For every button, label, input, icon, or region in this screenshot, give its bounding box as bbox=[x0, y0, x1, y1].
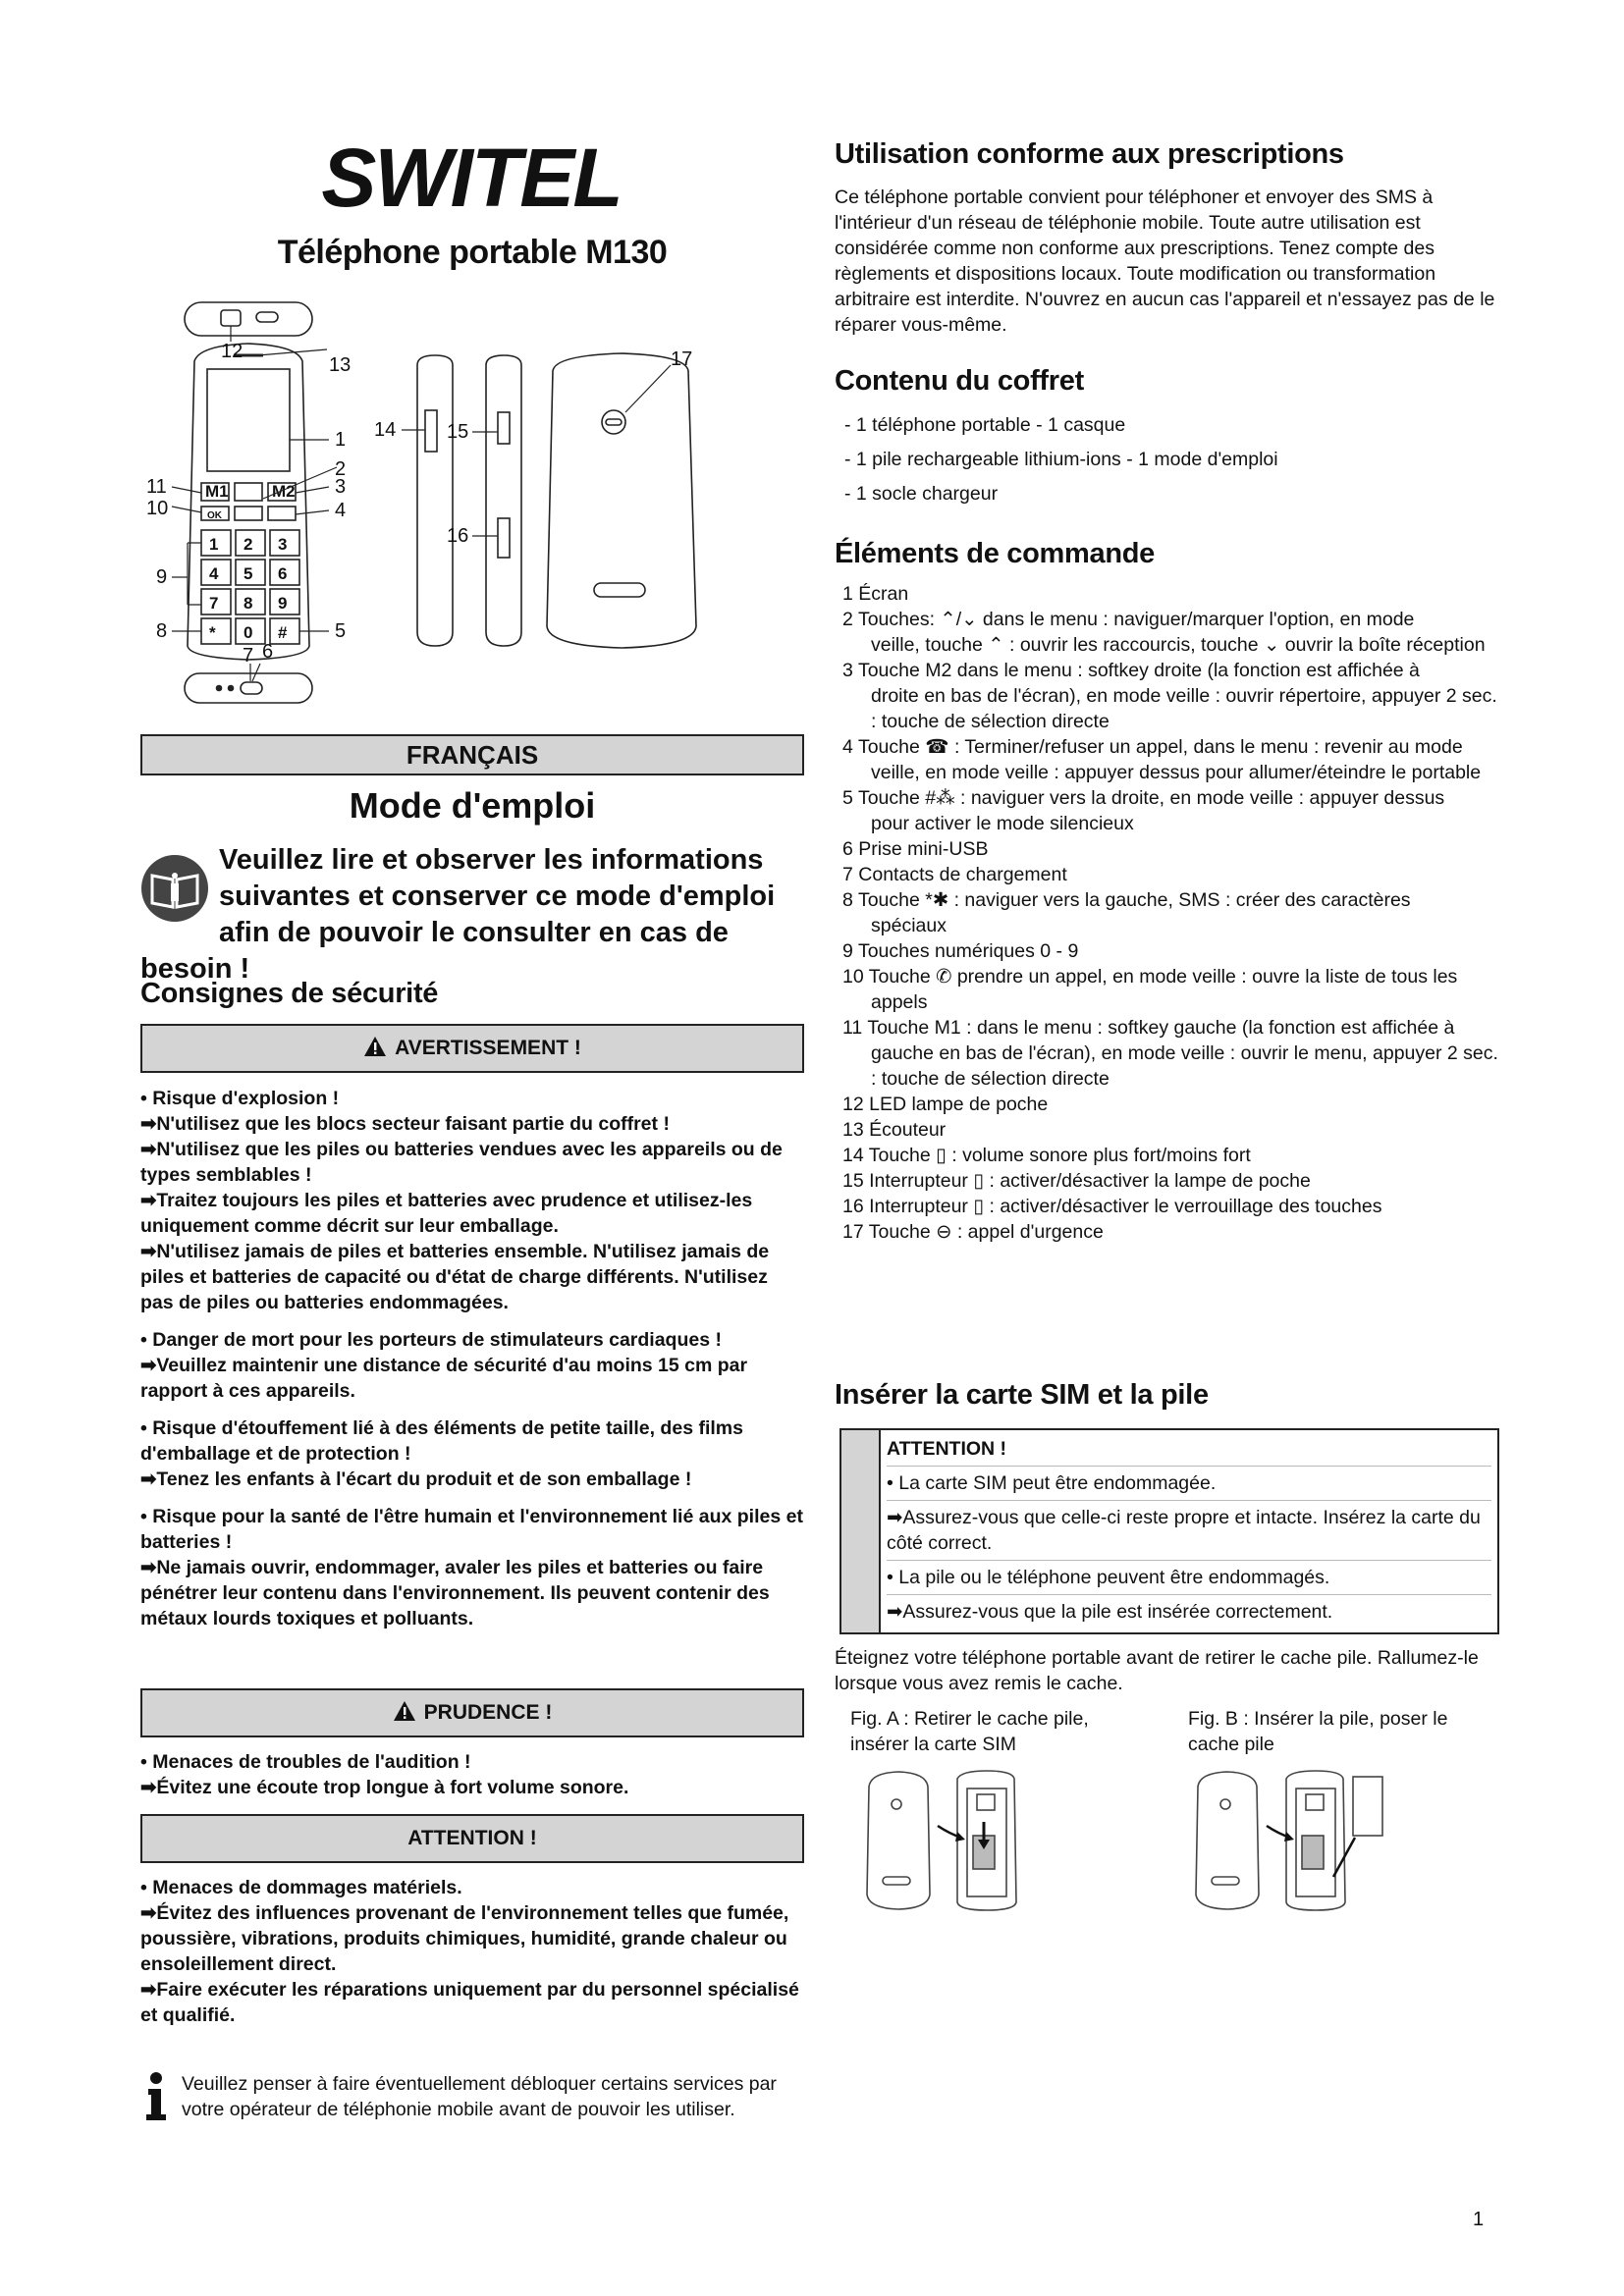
info-icon bbox=[142, 2071, 170, 2122]
info-note-text: Veuillez penser à faire éventuellement débloquer certains services par votre opérateur de téléphonie mobile avant de pouvoir les utiliser. bbox=[182, 2073, 777, 2120]
control-number: 12 bbox=[842, 1094, 864, 1115]
warning-banner bbox=[140, 1024, 804, 1073]
callout-label: 14 bbox=[374, 419, 397, 441]
fig-b-illustration bbox=[1188, 1767, 1424, 1914]
read-manual-icon bbox=[140, 854, 209, 923]
key-label: 2 bbox=[244, 535, 253, 554]
key-label: 8 bbox=[244, 594, 253, 613]
control-text: Écouteur bbox=[869, 1119, 947, 1141]
control-text: Touche *✱ : naviguer vers la gauche, SMS : créer des caractères bbox=[857, 889, 1411, 911]
list-item: ➡Faire exécuter les réparations uniquement par du personnel spécialisé et qualifié. bbox=[140, 1979, 799, 2026]
control-number: 14 bbox=[842, 1145, 864, 1166]
usage-text: Ce téléphone portable convient pour téléphoner et envoyer des SMS à l'intérieur d'un réseau de téléphonie mobile. Toute autre utilisation est considérée comme non conforme aux prescriptions. Tenez compte des règlements et dispositions locaux. Toute modification ou transformation arbitraire est interdite. N'ouvrez en aucun cas l'appareil et n'essayez pas de le réparer vous-même. bbox=[835, 187, 1495, 336]
control-text: Écran bbox=[858, 583, 909, 605]
list-item: - 1 téléphone portable - 1 casque bbox=[844, 414, 1126, 436]
contents-list bbox=[844, 412, 1507, 515]
list-item: - 1 socle chargeur bbox=[844, 483, 999, 505]
list-item: ➡Traitez toujours les piles et batteries avec prudence et utilisez-les uniquement comme décrit sur leur emballage. bbox=[140, 1190, 753, 1237]
list-item: • Risque d'explosion ! bbox=[140, 1088, 340, 1109]
warning-list bbox=[140, 1086, 804, 1631]
control-item bbox=[842, 887, 1500, 913]
list-item: • Menaces de troubles de l'audition ! bbox=[140, 1751, 471, 1773]
key-label: M1 bbox=[205, 482, 229, 501]
control-text: LED lampe de poche bbox=[869, 1094, 1049, 1115]
fig-b-caption: Fig. B : Insérer la pile, poser le cache pile bbox=[1188, 1708, 1448, 1755]
key-label: 7 bbox=[209, 594, 219, 613]
control-item bbox=[842, 938, 1500, 964]
caution-label: PRUDENCE ! bbox=[423, 1701, 553, 1724]
usage-heading: Utilisation conforme aux prescriptions bbox=[835, 138, 1344, 170]
control-item-continued: veille, touche ⌃ : ouvrir les raccourcis, touche ⌄ ouvrir la boîte réception bbox=[871, 634, 1486, 656]
control-number: 17 bbox=[842, 1221, 864, 1243]
control-text: Touche ☎ : Terminer/refuser un appel, dans le menu : revenir au mode bbox=[857, 736, 1463, 758]
list-item: • La pile ou le téléphone peuvent être endommagés. bbox=[887, 1567, 1330, 1588]
list-item: ➡Assurez-vous que celle-ci reste propre et intacte. Insérez la carte du côté correct. bbox=[887, 1507, 1481, 1554]
sim-heading: Insérer la carte SIM et la pile bbox=[835, 1379, 1209, 1411]
language-banner: FRANÇAIS bbox=[140, 734, 804, 775]
callout-label: 3 bbox=[335, 476, 347, 498]
list-item: ➡Assurez-vous que la pile est insérée correctement. bbox=[887, 1601, 1333, 1623]
attention-list bbox=[140, 1875, 804, 2028]
callout-label: 15 bbox=[447, 421, 469, 443]
callout-label: 4 bbox=[335, 500, 347, 521]
phone-side-view-right bbox=[447, 355, 521, 646]
list-item: ➡N'utilisez que les piles ou batteries vendues avec les appareils ou de types semblables ! bbox=[140, 1139, 783, 1186]
control-item bbox=[842, 1168, 1500, 1194]
callout-label: 10 bbox=[146, 498, 169, 519]
callout-label: 13 bbox=[329, 354, 352, 376]
callout-label: 9 bbox=[156, 566, 168, 588]
key-label: M2 bbox=[272, 482, 296, 501]
attention-label: ATTENTION ! bbox=[887, 1438, 1007, 1460]
control-number: 8 bbox=[842, 889, 853, 911]
controls-list bbox=[842, 581, 1500, 1245]
attention-label: ATTENTION ! bbox=[407, 1827, 537, 1849]
warning-icon bbox=[393, 1700, 416, 1722]
phone-diagram bbox=[140, 293, 804, 715]
list-item: ➡N'utilisez que les blocs secteur faisant partie du coffret ! bbox=[140, 1113, 670, 1135]
control-text: Touche ✆ prendre un appel, en mode veille : ouvre la liste de tous les bbox=[868, 966, 1458, 988]
manual-title: Mode d'emploi bbox=[349, 785, 596, 826]
control-text: Prise mini-USB bbox=[858, 838, 989, 860]
list-item: ➡Ne jamais ouvrir, endommager, avaler les piles et batteries ou faire pénétrer leur contenu dans l'environnement. Ils peuvent contenir des métaux lourds toxiques et polluants. bbox=[140, 1557, 770, 1629]
phone-top-view bbox=[185, 302, 312, 336]
callout-label: 7 bbox=[243, 645, 254, 667]
warning-icon bbox=[363, 1036, 387, 1057]
control-text: Touche ⊖ : appel d'urgence bbox=[868, 1221, 1104, 1243]
sim-text: Éteignez votre téléphone portable avant de retirer le cache pile. Rallumez-le lorsque vous avez remis le cache. bbox=[835, 1647, 1479, 1694]
control-item bbox=[842, 658, 1500, 683]
control-number: 4 bbox=[842, 736, 853, 758]
list-item: ➡Veuillez maintenir une distance de sécurité d'au moins 15 cm par rapport à ces appareils. bbox=[140, 1355, 748, 1402]
control-text: Touche ▯ : volume sonore plus fort/moins fort bbox=[868, 1145, 1251, 1166]
control-number: 16 bbox=[842, 1196, 864, 1217]
safety-heading: Consignes de sécurité bbox=[140, 978, 439, 1009]
page-number: 1 bbox=[1473, 2209, 1485, 2230]
key-label: 1 bbox=[209, 535, 219, 554]
caution-banner bbox=[140, 1688, 804, 1737]
key-label: # bbox=[278, 623, 288, 642]
callout-label: 2 bbox=[335, 458, 347, 480]
control-number: 1 bbox=[842, 583, 853, 605]
control-item-continued: spéciaux bbox=[871, 915, 947, 936]
key-label: 4 bbox=[209, 564, 219, 583]
control-item-continued: pour activer le mode silencieux bbox=[871, 813, 1134, 834]
callout-label: 5 bbox=[335, 620, 347, 642]
control-item bbox=[842, 734, 1500, 760]
control-number: 10 bbox=[842, 966, 864, 988]
callout-label: 6 bbox=[262, 641, 274, 663]
intro-notice bbox=[140, 842, 804, 988]
control-text: Touches: ⌃/⌄ dans le menu : naviguer/marquer l'option, en mode bbox=[857, 609, 1415, 630]
warning-label: AVERTISSEMENT ! bbox=[395, 1037, 581, 1059]
key-label: OK bbox=[207, 510, 222, 521]
callout-label: 8 bbox=[156, 620, 168, 642]
phone-back-view bbox=[547, 348, 696, 648]
control-number: 15 bbox=[842, 1170, 864, 1192]
control-item bbox=[842, 1092, 1500, 1117]
attention-banner bbox=[140, 1814, 804, 1863]
control-number: 13 bbox=[842, 1119, 864, 1141]
list-item: • Risque pour la santé de l'être humain et l'environnement lié aux piles et batteries ! bbox=[140, 1506, 803, 1553]
control-text: Touche M1 : dans le menu : softkey gauche (la fonction est affichée à bbox=[867, 1017, 1455, 1039]
product-title: Téléphone portable M130 bbox=[277, 234, 668, 271]
control-number: 3 bbox=[842, 660, 853, 681]
attention-sidebar bbox=[841, 1430, 881, 1632]
control-item bbox=[842, 1117, 1500, 1143]
control-item bbox=[842, 1219, 1500, 1245]
key-label: 6 bbox=[278, 564, 288, 583]
list-item: ➡Évitez des influences provenant de l'environnement telles que fumée, poussière, vibrations, produits chimiques, humidité, grande chaleur ou ensoleillement direct. bbox=[140, 1902, 789, 1975]
switel-logo bbox=[285, 135, 658, 218]
key-label: 9 bbox=[278, 594, 288, 613]
key-label: 0 bbox=[244, 623, 253, 642]
callout-label: 12 bbox=[221, 341, 244, 362]
list-item: • Danger de mort pour les porteurs de stimulateurs cardiaques ! bbox=[140, 1329, 722, 1351]
control-text: Touches numériques 0 - 9 bbox=[857, 940, 1079, 962]
fig-a-caption: Fig. A : Retirer le cache pile, insérer la carte SIM bbox=[850, 1708, 1089, 1755]
phone-side-view-left bbox=[374, 355, 453, 646]
control-item bbox=[842, 607, 1500, 632]
control-number: 5 bbox=[842, 787, 853, 809]
control-number: 9 bbox=[842, 940, 853, 962]
callout-label: 17 bbox=[671, 348, 693, 370]
control-item bbox=[842, 836, 1500, 862]
callout-label: 1 bbox=[335, 429, 347, 451]
control-number: 11 bbox=[842, 1017, 863, 1039]
control-number: 6 bbox=[842, 838, 853, 860]
control-text: Interrupteur ▯ : activer/désactiver la lampe de poche bbox=[869, 1170, 1311, 1192]
key-label: 3 bbox=[278, 535, 288, 554]
info-note bbox=[140, 2071, 804, 2122]
phone-front-view bbox=[188, 344, 309, 660]
list-item: ➡Tenez les enfants à l'écart du produit et de son emballage ! bbox=[140, 1468, 692, 1490]
list-item: ➡N'utilisez jamais de piles et batteries ensemble. N'utilisez jamais de piles et batteries de capacité ou d'état de charge différents. N'utilisez pas de piles ou batteries endommagées. bbox=[140, 1241, 770, 1313]
control-item bbox=[842, 1015, 1500, 1041]
control-item bbox=[842, 1143, 1500, 1168]
control-text: Touche M2 dans le menu : softkey droite (la fonction est affichée à bbox=[857, 660, 1420, 681]
callout-label: 16 bbox=[447, 525, 469, 547]
caution-list bbox=[140, 1749, 804, 1800]
control-item bbox=[842, 581, 1500, 607]
control-item bbox=[842, 785, 1500, 811]
control-item bbox=[842, 1194, 1500, 1219]
key-label: * bbox=[209, 623, 216, 642]
callout-label: 11 bbox=[146, 476, 167, 498]
control-item bbox=[842, 964, 1500, 989]
list-item: - 1 pile rechargeable lithium-ions - 1 mode d'emploi bbox=[844, 449, 1278, 470]
control-item-continued: droite en bas de l'écran), en mode veille : ouvrir répertoire, appuyer 2 sec. : touche de sélection directe bbox=[871, 685, 1497, 732]
control-text: Interrupteur ▯ : activer/désactiver le verrouillage des touches bbox=[869, 1196, 1382, 1217]
control-number: 7 bbox=[842, 864, 853, 885]
list-item: • Risque d'étouffement lié à des éléments de petite taille, des films d'emballage et de protection ! bbox=[140, 1417, 743, 1465]
control-item-continued: veille, en mode veille : appuyer dessus pour allumer/éteindre le portable bbox=[871, 762, 1482, 783]
control-item bbox=[842, 862, 1500, 887]
list-item: • La carte SIM peut être endommagée. bbox=[887, 1472, 1217, 1494]
sim-attention-box bbox=[839, 1428, 1499, 1634]
intro-text: Veuillez lire et observer les informations suivantes et conserver ce mode d'emploi afin de pouvoir le consulter en cas de besoin ! bbox=[140, 844, 776, 985]
brand-text: SWITEL bbox=[321, 135, 622, 218]
list-item: ➡Évitez une écoute trop longue à fort volume sonore. bbox=[140, 1777, 629, 1798]
control-text: Touche #⁂ : naviguer vers la droite, en mode veille : appuyer dessus bbox=[857, 787, 1445, 809]
phone-bottom-view bbox=[185, 673, 312, 703]
control-number: 2 bbox=[842, 609, 853, 630]
key-label: 5 bbox=[244, 564, 253, 583]
controls-heading: Éléments de commande bbox=[835, 538, 1155, 569]
control-item-continued: gauche en bas de l'écran), en mode veille : ouvrir le menu, appuyer 2 sec. : touche de sélection directe bbox=[871, 1042, 1498, 1090]
list-item: • Menaces de dommages matériels. bbox=[140, 1877, 462, 1898]
control-text: Contacts de chargement bbox=[858, 864, 1067, 885]
contents-heading: Contenu du coffret bbox=[835, 365, 1084, 397]
control-item-continued: appels bbox=[871, 991, 928, 1013]
fig-a-illustration bbox=[859, 1767, 1095, 1914]
